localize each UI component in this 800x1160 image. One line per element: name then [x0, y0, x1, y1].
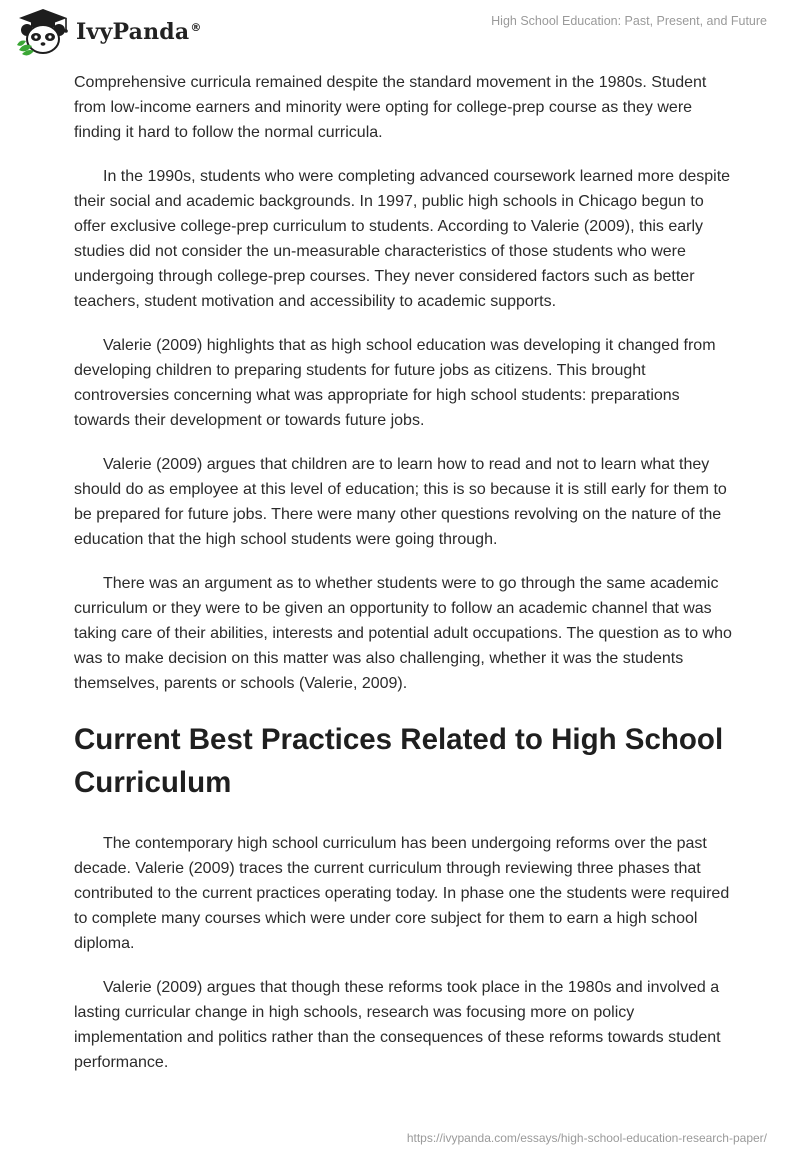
body-paragraph: The contemporary high school curriculum has been undergoing reforms over the past decade. Valerie (2009) traces the current curriculum through reviewing three phases that contributed to the current practices operating today. In phase one the students were required to complete many courses which were under core subject for them to earn a high school diploma.: [74, 835, 730, 952]
source-url[interactable]: https://ivypanda.com/essays/high-school-education-research-paper/: [406, 1131, 767, 1145]
document-body: [74, 70, 734, 1094]
body-paragraph: There was an argument as to whether students were to go through the same academic curriculum or they were to be given an opportunity to follow an academic channel that was taking care of their abilities, interests and potential adult occupations. The question as to who was to make decision on this matter was also challenging, whether it was the students themselves, parents or schools (Valerie, 2009).: [74, 575, 732, 692]
brand-name: IvyPanda®: [76, 19, 202, 45]
panda-graduate-icon: [14, 6, 72, 58]
body-paragraph: Valerie (2009) argues that though these reforms took place in the 1980s and involved a lasting curricular change in high schools, research was focusing more on policy implementation and politics rather than the consequences of these reforms towards student performance.: [74, 979, 721, 1071]
body-paragraph: In the 1990s, students who were completing advanced coursework learned more despite their social and academic backgrounds. In 1997, public high schools in Chicago begun to offer exclusive college-prep curriculum to students. According to Valerie (2009), this early studies did not consider the un-measurable characteristics of those students who were undergoing through college-prep courses. They never considered factors such as better teachers, student motivation and accessibility to academic supports.: [74, 168, 731, 310]
body-paragraph: Valerie (2009) highlights that as high school education was developing it changed from developing children to preparing students for future jobs as citizens. This brought controversies concerning what was appropriate for high school students: preparations towards their development or towards future jobs.: [74, 337, 716, 429]
page-header: [0, 0, 800, 62]
section-heading: Current Best Practices Related to High School Curriculum: [74, 723, 724, 799]
body-paragraph: Valerie (2009) argues that children are to learn how to read and not to learn what they should do as employee at this level of education; this is so because it is still early for them to be prepared for future jobs. There were many other questions revolving on the nature of the education that the high school students were going through.: [74, 456, 727, 548]
brand-logo-link[interactable]: [14, 6, 202, 58]
document-title: High School Education: Past, Present, and Future: [491, 14, 767, 28]
brand-registered-mark: ®: [190, 20, 202, 34]
body-paragraph: Comprehensive curricula remained despite the standard movement in the 1980s. Student from low-income earners and minority were opting for college-prep course as they were finding it hard to follow the normal curricula.: [74, 74, 707, 141]
